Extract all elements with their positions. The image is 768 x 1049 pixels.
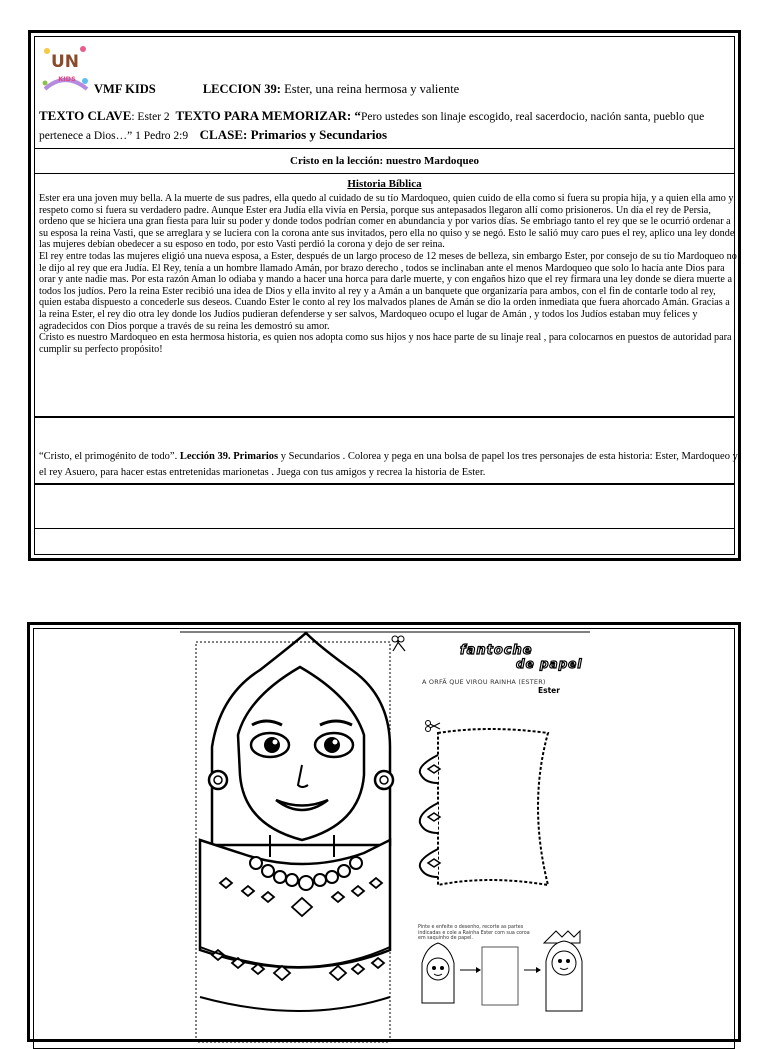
ester-earring-right [375,771,393,789]
scissors-icon [392,636,405,651]
memorize-text: Pero ustedes son linaje escogido, real sacerdocio, nación santa, pueblo que pertenece a Dios…” 1 Pedro 2:9 [39,111,705,142]
craft-instructions: Pinte e enfeite o desenho, recorte as partes indicadas e cole a Rainha Ester com sua coroa em saquinho de papel. [418,925,530,941]
lesson-label: LECCION 39: [202,82,281,96]
svg-text:KIDS: KIDS [58,75,76,83]
craft-character-name: Ester [538,686,560,695]
puppet-illustration [30,625,738,1045]
craft-page [27,622,741,1042]
lesson-heading [203,82,459,96]
paper-bag [482,947,518,1005]
bible-story-title: Historia Bíblica [347,178,422,190]
crown-cutout [420,721,548,886]
key-text-label: TEXTO CLAVE [39,108,132,123]
divider-thick [35,416,734,418]
activity-instructions [39,449,741,481]
story-paragraph: Ester era una joven muy bella. A la muerte de sus padres, ella quedo al cuidado de su tío Mardoqueo, quien cuido de ella como si fuera su propia hija, y a quien ella amo y respeto como si fuera su verdadero padre. Aunque Ester era Judía ella vivía en Persia, porque sus antepasados llegaron allí como prisioneros. Un día el rey de Persia, ordeno que se hiciera una gran fiesta para luir su poder y donde todos podrían comer en abundancia y por varios días. Se embriago tanto el rey que se le ocurrió ordenar a su esposa la reina Vasti, que se arreglara y se luciera con la corona ante sus invitados, pero ella no quiso y se negó. Esto le salió muy caro pues el rey, aplico una ley donde las mujeres debían obedecer a su esposo en todo, por esto Vasti perdió la corona y dejo de ser reina. [39,193,735,251]
lesson-title: Ester, una reina hermosa y valiente [284,82,460,96]
divider [35,528,734,529]
brand-name: VMF KIDS [94,82,156,96]
scissors-icon [426,721,441,732]
key-text-block [39,107,739,145]
mini-ester-face [422,943,454,1003]
activity-lesson: Lección 39. Primarios [179,451,279,462]
vmf-kids-logo [39,41,91,93]
craft-subtitle: A ORFÃ QUE VIROU RAINHA (ESTER) [422,678,546,686]
craft-title: fantoche [460,643,533,658]
mini-ester-puppet [544,931,582,1011]
christ-in-lesson: Cristo en la lección: nuestro Mardoqueo [290,155,479,167]
activity-text: y Secundarios . Colorea y pega en una bolsa de papel los tres personajes de esta historia: Ester, Mardoqueo y el rey Asuero, para hacer estas entretenidas marionetas . Juega con tus amigos y recrea la historia de Ester. [39,451,738,478]
activity-quote: “Cristo, el primogénito de todo”. [39,451,180,462]
svg-text:UN: UN [50,52,80,72]
divider-thick [35,483,734,485]
story-paragraph: Cristo es nuestro Mardoqueo en esta hermosa historia, es quien nos adopta como sus hijos y nos hace parte de su linaje real , para colocarnos en puestos de autoridad para cumplir su perfecto propósito! [39,332,732,355]
lesson-inner-border [34,36,738,555]
key-text-ref: : Ester 2 [131,111,170,123]
class-label: CLASE: Primarios y Secundarios [199,127,388,142]
memorize-label: TEXTO PARA MEMORIZAR: “ [175,108,361,123]
ester-earring-left [209,771,227,789]
craft-title-2: de papel [516,657,583,671]
divider [35,173,734,174]
lesson-sheet [28,30,741,561]
story-paragraph: El rey entre todas las mujeres eligió una nueva esposa, a Ester, después de un largo proceso de 12 meses de belleza, sin embargo Ester, por consejo de su tío Mardoqueo no le dijo al rey que era Judía. El Rey, tenía a un hombre llamado Amán, por brazo derecho , todos se inclinaban ante el menos Mardoqueo que solo lo hacía ante Dios para orar y ante nadie mas. Por esta razón Aman lo odiaba y mando a hacer una horca para darle muerte, y con engaños hizo que el rey firmara una ley donde se diera muerte a todos los judíos. Pero la reina Ester recibió una idea de Dios y ella invito al rey y a Amán a un banquete que organizaría para ambos, con el fin de contarle todo al rey, quien estaba dispuesto a concederle sus deseos. Cuando Ester le conto al rey los malvados planes de Amán se dio la orden inmediata que fuera ahorcado Amán. Gracias a la reina Ester, el rey dio otra ley donde los Judíos pudieran defenderse y ser salvos, Mardoqueo ocupo el lugar de Amán , y todos los Judíos estaban muy felices y agradecidos con Dios porque a través de su reina les demostró su amor. [39,250,737,332]
header-line [94,82,459,97]
divider [35,148,734,149]
bible-story [39,193,739,355]
